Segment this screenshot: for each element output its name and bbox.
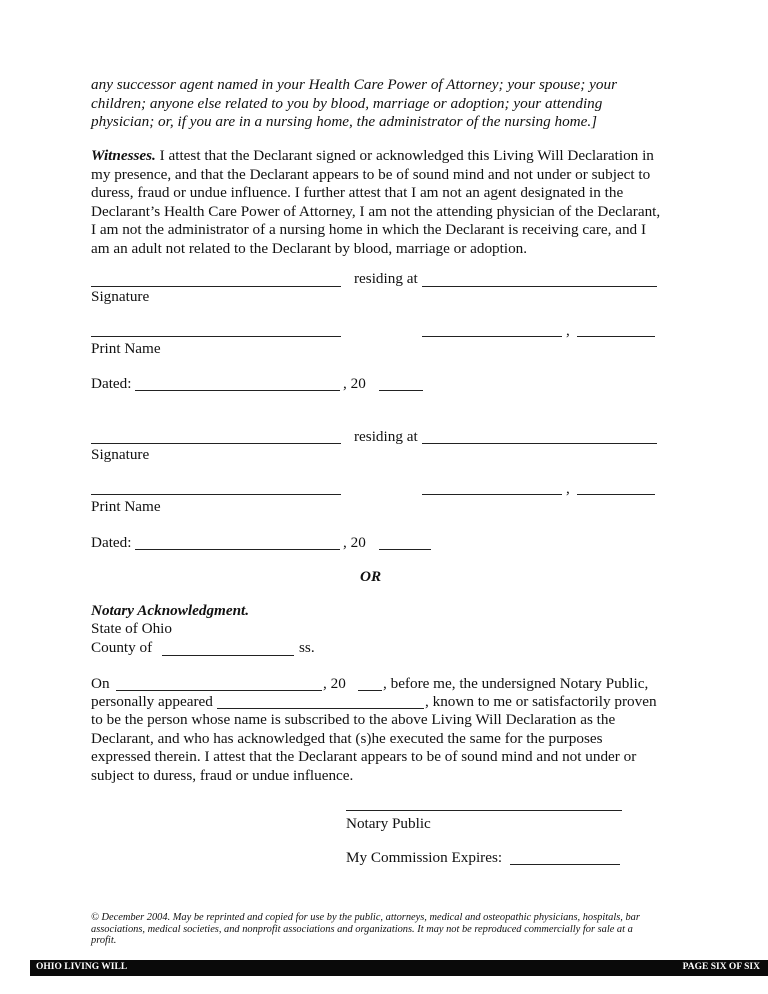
- or-separator: OR: [360, 568, 382, 585]
- copyright-notice: © December 2004. May be reprinted and copied for use by the public, attorneys, medical and osteopathic physicians, hospitals, bar associations, medical societies, and nonprofit associations and organizations. It may not be reproduced commercially for sale at a profit.: [91, 912, 640, 947]
- witness-2-print-name-label: Print Name: [91, 498, 161, 515]
- witness-2-year-line[interactable]: [379, 549, 431, 550]
- notary-public-label: Notary Public: [346, 815, 431, 832]
- notary-body-text: to be the person whose name is subscribed to the above Living Will Declaration as the Declarant, and who has acknowledged that (s)he executed the same for the purposes expressed therein. I attest that the Declarant appears to be of sound mind and not under or subject to duress, fraud or undue influence.: [91, 711, 637, 784]
- witness-1-residing-line[interactable]: [422, 286, 657, 287]
- witness-1-dated-label: Dated:: [91, 375, 132, 392]
- notary-heading: Notary Acknowledgment.: [91, 602, 250, 619]
- witnesses-heading: Witnesses.: [91, 147, 156, 164]
- witness-2-signature-label: Signature: [91, 446, 150, 463]
- notary-name-line[interactable]: [217, 708, 424, 709]
- witness-1-residing-label: residing at: [354, 270, 418, 287]
- notary-personally-appeared: personally appeared: [91, 693, 213, 710]
- notary-county-line[interactable]: [162, 655, 294, 656]
- witness-2-year-prefix: , 20: [343, 534, 366, 551]
- witnesses-paragraph: [91, 147, 666, 259]
- witness-2-comma: ,: [566, 480, 570, 497]
- notary-year-prefix: , 20: [323, 675, 346, 692]
- witness-2-residing-label: residing at: [354, 428, 418, 445]
- witness-1-date-line[interactable]: [135, 390, 340, 391]
- footer-bar: [30, 960, 768, 976]
- commission-expires-line[interactable]: [510, 864, 620, 865]
- notary-county-label: County of: [91, 639, 153, 656]
- footer-left-label: OHIO LIVING WILL: [36, 962, 128, 972]
- witness-2-state-line[interactable]: [577, 494, 655, 495]
- notary-before-me: , before me, the undersigned Notary Public,: [383, 675, 649, 692]
- witness-1-signature-label: Signature: [91, 288, 150, 305]
- commission-label: My Commission Expires:: [346, 849, 503, 866]
- witness-2-residing-line[interactable]: [422, 443, 657, 444]
- witness-2-signature-line[interactable]: [91, 443, 341, 444]
- witness-1-year-prefix: , 20: [343, 375, 366, 392]
- witness-2-print-name-line[interactable]: [91, 494, 341, 495]
- witness-1-signature-line[interactable]: [91, 286, 341, 287]
- witness-2-date-line[interactable]: [135, 549, 340, 550]
- witness-1-state-line[interactable]: [577, 336, 655, 337]
- witness-2-dated-label: Dated:: [91, 534, 132, 551]
- witness-1-print-name-label: Print Name: [91, 340, 161, 357]
- notary-date-line[interactable]: [116, 690, 322, 691]
- witness-1-city-line[interactable]: [422, 336, 562, 337]
- notary-year-line[interactable]: [358, 690, 382, 691]
- witness-1-year-line[interactable]: [379, 390, 423, 391]
- witness-1-comma: ,: [566, 322, 570, 339]
- footer-right-label: PAGE SIX OF SIX: [682, 962, 760, 972]
- notary-signature-line[interactable]: [346, 810, 622, 811]
- notary-state-line: State of Ohio: [91, 620, 172, 637]
- witnesses-text: I attest that the Declarant signed or acknowledged this Living Will Declaration in my presence, and that the Declarant appears to be of sound mind and not under or subject to duress, fraud or undue influence. I further attest that I am not an agent designated in the Declarant’s Health Care Power of Attorney, I am not the attending physician of the Declarant, I am not the administrator of a nursing home in which the Declarant is receiving care, and I am an adult not related to the Declarant by blood, marriage or adoption.: [91, 147, 661, 257]
- witness-1-print-name-line[interactable]: [91, 336, 341, 337]
- notary-on-label: On: [91, 675, 110, 692]
- witness-2-city-line[interactable]: [422, 494, 562, 495]
- notary-known-to-me: , known to me or satisfactorily proven: [425, 693, 657, 710]
- intro-paragraph: any successor agent named in your Health Care Power of Attorney; your spouse; your children; anyone else related to you by blood, marriage or adoption; your attending physician; or, if you are in a nursing home, the administrator of the nursing home.]: [91, 76, 617, 131]
- notary-ss-label: ss.: [299, 639, 315, 656]
